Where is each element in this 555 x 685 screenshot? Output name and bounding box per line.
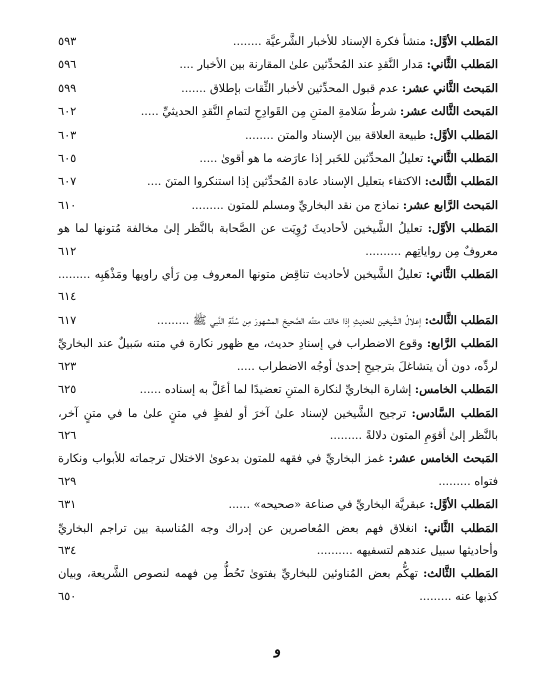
toc-entry[interactable] <box>58 53 498 76</box>
toc-entry-page: ٦٢٥ <box>58 383 77 397</box>
toc-entry-page: ٦٣٤ <box>58 543 77 557</box>
toc-entry-title: وقوع الاضطراب في إسنادِ حديث، مع ظهور نكارة في متنه سَبيلٌ عند البخاريِّ لردِّه، دون أن يتشاغلَ بترجيحِ إحدىٰ أوجُه الاضطراب ..... <box>58 337 498 373</box>
toc-entry-page: ٦٢٣ <box>58 359 77 373</box>
toc-entry-title: الاكتفاء بتعليل الإسناد عادة المُحدِّثين إذا استنكروا المتنَ .... <box>147 175 425 189</box>
toc-entry-label: المَطلب الثَّالث: <box>423 566 499 581</box>
toc-entry-title: نماذج من نقد البخاريِّ ومسلم للمتون ......... <box>191 198 403 212</box>
toc-entry-label: المَبحث الخامس عشر: <box>388 451 499 466</box>
toc-entry-page: ٦٢٦ <box>58 428 77 442</box>
toc-entry[interactable] <box>58 100 498 123</box>
toc-entry-label: المَطلب الأوَّل: <box>429 127 498 142</box>
toc-entry[interactable] <box>58 124 498 147</box>
toc-entry-page: ٦١٠ <box>58 198 77 212</box>
toc-entry-page: ٦٢٩ <box>58 474 77 488</box>
toc-entry-label: المَطلب الثَّاني: <box>426 267 498 282</box>
toc-entry-title: تعليلُ المحدِّثين للخَبر إذا عارَضه ما هو أقوىٰ ..... <box>199 152 427 166</box>
toc-entry-title: إعلالُ الشَّيخين للحديثِ إذا خالفَ متنُه الصَّحيحَ المشهورَ مِن سُنَّةِ النَّبي ﷺ ......... <box>156 313 425 327</box>
toc-entry[interactable] <box>58 217 498 263</box>
page-number: و <box>274 642 281 658</box>
table-of-contents <box>58 30 498 608</box>
toc-entry[interactable] <box>58 493 498 516</box>
toc-entry-page: ٦١٢ <box>58 244 77 258</box>
toc-entry[interactable] <box>58 378 498 401</box>
toc-entry-label: المَطلب الثَّالث: <box>424 312 498 327</box>
toc-entry-title: ترجيح الشَّيخين لإسناد علىٰ آخرَ أو لفظٍ في متنٍ علىٰ ما في متنٍ آخر، بالنَّظر إلىٰ أقوَمِ المتون دلالةً ......... <box>58 406 498 442</box>
toc-entry-page: ٦٠٢ <box>58 105 77 119</box>
toc-entry[interactable] <box>58 309 498 332</box>
toc-entry-label: المَطلب الأوَّل: <box>429 34 498 48</box>
toc-entry-title: انغلاق فهم بعض المُعاصرين عن إدراك وجه المُناسبة بين تراجم البخاريِّ وأحاديثها سبيل عندهم لتسفيهه .......... <box>58 521 498 557</box>
toc-entry[interactable] <box>58 263 498 309</box>
toc-entry-title: منشأ فكرة الإسناد للأخبار الشَّرعيَّة ........ <box>232 35 430 48</box>
toc-entry-title: تعليلُ الشَّيخين لأحاديثَ رُوِيَت عن الصَّحابة بالنَّظر إلىٰ مخالفة مُتونها لما هو معروفٌ مِن رواياتِهم .......... <box>58 222 498 258</box>
toc-entry-page: ٦٠٥ <box>58 152 77 166</box>
toc-entry[interactable] <box>58 194 498 217</box>
toc-entry[interactable] <box>58 77 498 100</box>
toc-entry-label: المَبحث الثَّاني عشر: <box>402 80 498 95</box>
toc-entry-title: تهكُّم بعض المُناوئين للبخاريِّ بفتوىٰ تَحُطُّ مِن فهمه لنصوص الشَّريعة، وبيان كذبها عنه ......... <box>58 567 498 603</box>
toc-entry-label: المَبحث الثَّالث عشر: <box>400 104 498 119</box>
toc-entry-label: المَطلب الثَّالث: <box>424 174 498 189</box>
toc-entry-label: المَطلب الثَّاني: <box>426 151 498 166</box>
toc-entry-label: المَبحث الرَّابع عشر: <box>402 197 498 212</box>
toc-entry[interactable] <box>58 30 498 53</box>
toc-entry-title: تعليلُ الشَّيخين لأحاديث تناقِض متونها المعروف مِن رَأي راويها ومَذْهَبِه ......... <box>58 268 427 282</box>
toc-entry-label: المَطلب السَّادس: <box>411 405 498 420</box>
toc-entry-page: ٦٣١ <box>58 498 77 512</box>
toc-entry-label: المَطلب الرَّابع: <box>426 336 498 351</box>
toc-entry-label: المَطلب الخامس: <box>414 382 498 397</box>
toc-entry-title: عدم قبول المحدِّثين لأخبار الثِّقات بإطلاق ....... <box>181 81 402 95</box>
toc-entry-label: المَطلب الثَّاني: <box>423 520 498 535</box>
toc-entry-title: غمز البخاريِّ في فقهه للمتون بدعوىٰ الاختلال ترجماته للأبواب ونكارة فتواه ......... <box>58 452 498 488</box>
toc-entry-title: إشارة البخاريِّ لنكارة المتنِ تعضيدًا لما أعَلَّ به إسناده ...... <box>139 383 415 397</box>
toc-entry-page: ٦١٧ <box>58 313 77 327</box>
toc-entry[interactable] <box>58 517 498 563</box>
toc-entry-label: المَطلب الأوَّل: <box>427 221 498 236</box>
toc-entry-title: شرطُ سَلامةِ المتنِ مِن القَوادِحِ لتمامِ النَّقدِ الحديثيِّ ..... <box>140 105 401 119</box>
toc-entry-label: المَطلب الأوَّل: <box>429 497 498 512</box>
toc-entry-page: ٥٩٣ <box>58 35 77 48</box>
toc-entry-page: ٥٩٩ <box>58 81 77 95</box>
toc-entry-title: طبيعة العلاقة بين الإسناد والمتن ........ <box>244 128 430 142</box>
toc-entry[interactable] <box>58 447 498 493</box>
toc-entry-page: ٦٠٣ <box>58 128 77 142</box>
toc-entry-title: عبقريَّة البخاريِّ في صناعة «صحيحه» ...... <box>228 498 430 512</box>
toc-entry-page: ٦١٤ <box>58 290 77 304</box>
toc-entry[interactable] <box>58 562 498 608</box>
toc-entry-page: ٥٩٦ <box>58 58 77 72</box>
toc-entry[interactable] <box>58 147 498 170</box>
toc-entry[interactable] <box>58 332 498 378</box>
toc-entry-label: المَطلب الثَّاني: <box>426 57 498 72</box>
toc-entry[interactable] <box>58 402 498 448</box>
toc-entry-title: مَدار النَّقدِ عند المُحدِّثين علىٰ المقارنة بين الأخبار .... <box>179 58 427 72</box>
toc-entry-page: ٦٠٧ <box>58 175 77 189</box>
toc-entry-page: ٦٥٠ <box>58 589 77 603</box>
toc-entry[interactable] <box>58 170 498 193</box>
